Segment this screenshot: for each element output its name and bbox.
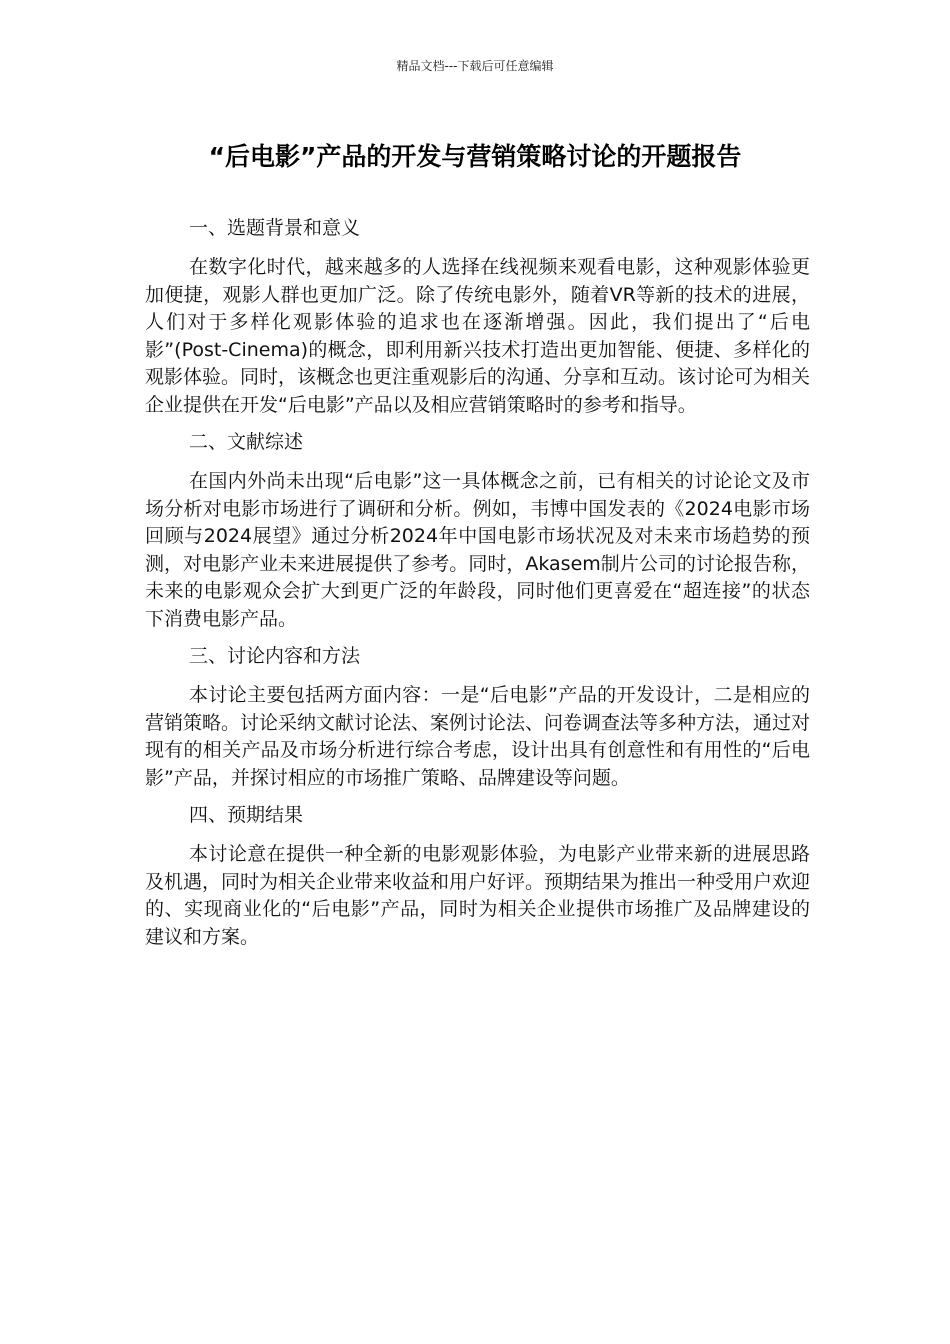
section-paragraph-literature-review: 在国内外尚未出现“后电影”这一具体概念之前，已有相关的讨论论文及市场分析对电影市场进行了调研和分析。例如，韦博中国发表的《2024电影市场回顾与2024展望》通过分析2024年中国电影市场状况及对未来市场趋势的预测，对电影产业未来进展提供了参考。同时，Akasem制片公司的讨论报告称，未来的电影观众会扩大到更广泛的年龄段，同时他们更喜爱在“超连接”的状态下消费电影产品。	[145, 470, 810, 630]
section-heading-literature-review: 二、文献综述	[189, 431, 304, 453]
document-title: “后电影”产品的开发与营销策略讨论的开题报告	[208, 142, 742, 171]
section-heading-background: 一、选题背景和意义	[189, 217, 361, 239]
section-paragraph-content-methods: 本讨论主要包括两方面内容：一是“后电影”产品的开发设计，二是相应的营销策略。讨论采纳文献讨论法、案例讨论法、问卷调查法等多种方法，通过对现有的相关产品及市场分析进行综合考虑，设计出具有创意性和有用性的“后电影”产品，并探讨相应的市场推广策略、品牌建设等问题。	[145, 684, 811, 789]
header-note: 精品文档---下载后可任意编辑	[396, 59, 554, 73]
document-body	[145, 215, 810, 961]
section-heading-content-methods: 三、讨论内容和方法	[189, 645, 361, 667]
section-paragraph-expected-results: 本讨论意在提供一种全新的电影观影体验，为电影产业带来新的进展思路及机遇，同时为相关企业带来收益和用户好评。预期结果为推出一种受用户欢迎的、实现商业化的“后电影”产品，同时为相关企业提供市场推广及品牌建设的建议和方案。	[145, 843, 811, 948]
section-paragraph-background: 在数字化时代，越来越多的人选择在线视频来观看电影，这种观影体验更加便捷，观影人群也更加广泛。除了传统电影外，随着VR等新的技术的进展，人们对于多样化观影体验的追求也在逐渐增强。因此，我们提出了“后电影”(Post-Cinema)的概念，即利用新兴技术打造出更加智能、便捷、多样化的观影体验。同时，该概念也更注重观影后的沟通、分享和互动。该讨论可为相关企业提供在开发“后电影”产品以及相应营销策略时的参考和指导。	[145, 256, 811, 416]
section-heading-expected-results: 四、预期结果	[189, 804, 304, 826]
